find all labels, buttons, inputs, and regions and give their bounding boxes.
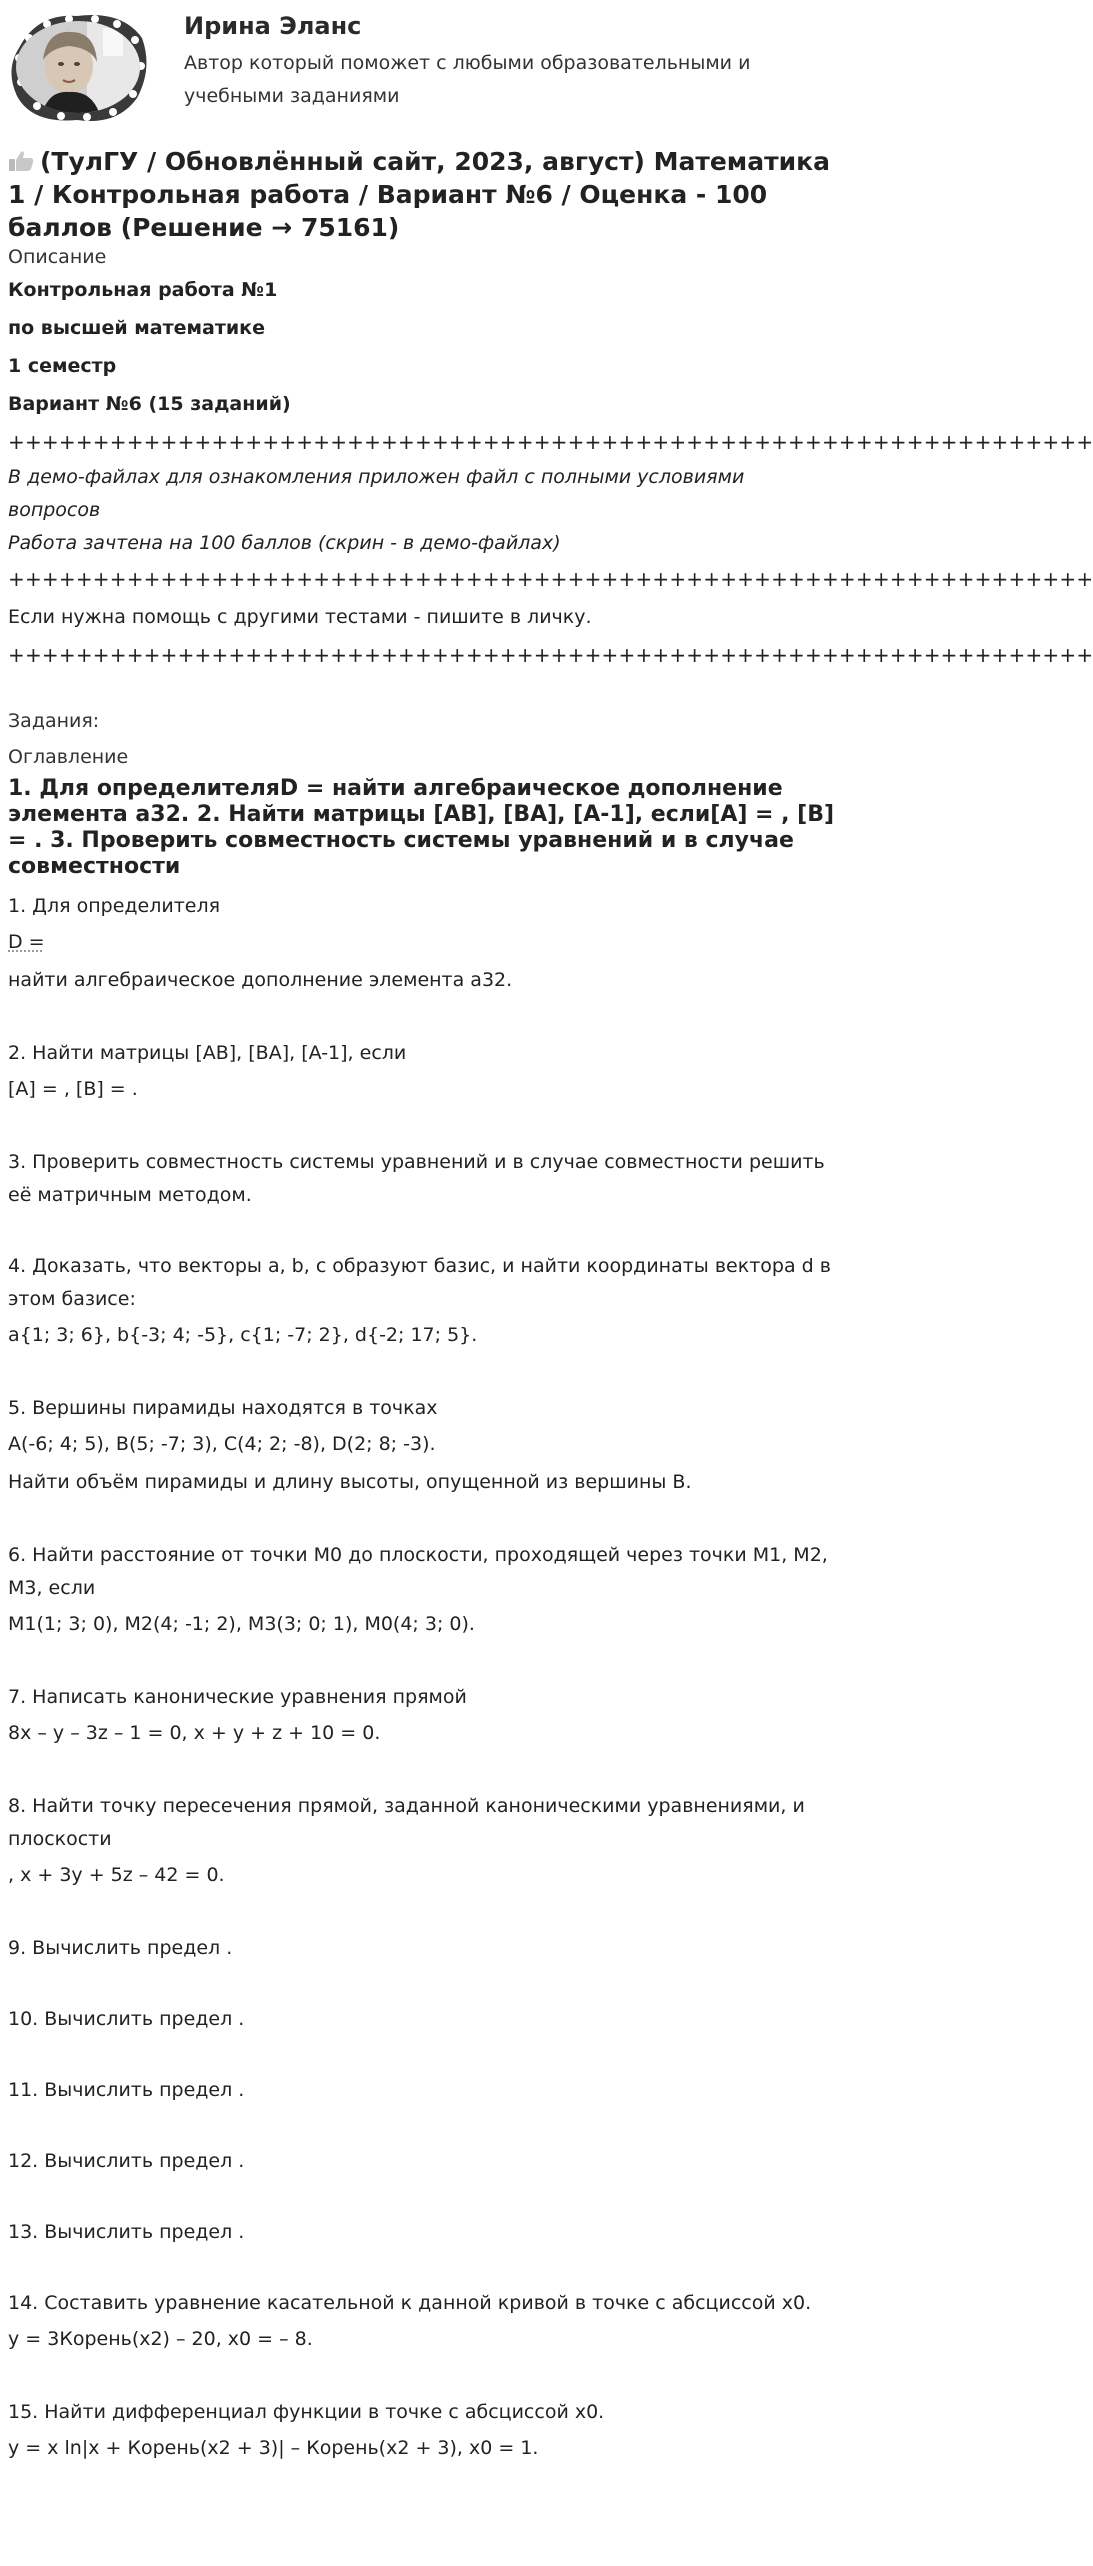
description-line: Контрольная работа №1: [8, 279, 278, 301]
task-line: 1. Для определителя: [8, 895, 221, 917]
task-3: [8, 1146, 840, 1212]
task-line: 5. Вершины пирамиды находятся в точках: [8, 1397, 438, 1419]
task-line: 8x – y – 3z – 1 = 0, x + y + z + 10 = 0.: [8, 1722, 381, 1744]
task-line: 8. Найти точку пересечения прямой, заданной каноническими уравнениями, и плоскости: [8, 1795, 805, 1850]
work-title: [8, 145, 840, 244]
task-line: a{1; 3; 6}, b{-3; 4; -5}, c{1; -7; 2}, d{-2; 17; 5}.: [8, 1324, 478, 1346]
description-line: 1 семестр: [8, 355, 117, 377]
toc-label: Оглавление: [8, 746, 129, 768]
work-title-text: (ТулГУ / Обновлённый сайт, 2023, август) Математика 1 / Контрольная работа / Вариант №6 / Оценка - 100 баллов (Решение → 75161): [8, 147, 830, 242]
task-line: D =: [8, 931, 45, 953]
author-name[interactable]: Ирина Эланс: [184, 12, 362, 40]
description-label: Описание: [8, 246, 107, 268]
task-line: 15. Найти дифференциал функции в точке с абсциссой x0.: [8, 2401, 605, 2423]
task-line: 7. Написать канонические уравнения прямой: [8, 1686, 467, 1708]
user-photo-icon[interactable]: [7, 8, 149, 126]
toc-heading: 1. Для определителяD = найти алгебраическое дополнение элемента a32. 2. Найти матрицы [AB], [BA], [A-1], если[A] = , [B] = . 3. Проверить совместность системы уравнений и в случае совместности: [8, 776, 835, 879]
task-line: M1(1; 3; 0), M2(4; -1; 2), M3(3; 0; 1), M0(4; 3; 0).: [8, 1613, 475, 1635]
task-13: [8, 2216, 840, 2249]
task-9: [8, 1932, 840, 1965]
contact-note: Если нужна помощь с другими тестами - пишите в личку.: [8, 606, 592, 628]
task-10: [8, 2003, 840, 2036]
task-15: [8, 2396, 840, 2467]
task-1: [8, 890, 840, 999]
score-note: Работа зачтена на 100 баллов (скрин - в демо-файлах): [8, 532, 561, 554]
task-14: [8, 2287, 840, 2358]
task-line: 13. Вычислить предел .: [8, 2221, 245, 2243]
task-line: [A] = , [B] = .: [8, 1078, 138, 1100]
task-line: 3. Проверить совместность системы уравнений и в случае совместности решить её матричным методом.: [8, 1151, 825, 1206]
task-7: [8, 1681, 840, 1752]
task-line: Найти объём пирамиды и длину высоты, опущенной из вершины B.: [8, 1471, 692, 1493]
author-bio: Автор который поможет с любыми образовательными и учебными заданиями: [184, 52, 751, 107]
task-line: A(-6; 4; 5), B(5; -7; 3), C(4; 2; -8), D(2; 8; -3).: [8, 1433, 436, 1455]
author-card: [0, 0, 847, 140]
task-line: 12. Вычислить предел .: [8, 2150, 245, 2172]
task-line: 2. Найти матрицы [AB], [BA], [A-1], если: [8, 1042, 407, 1064]
demo-note: В демо-файлах для ознакомления приложен файл с полными условиями вопросов: [8, 466, 745, 521]
task-line: , x + 3y + 5z – 42 = 0.: [8, 1864, 225, 1886]
thumbs-up-icon[interactable]: [8, 150, 34, 172]
task-line: y = x ln|x + Корень(x2 + 3)| – Корень(x2 + 3), x0 = 1.: [8, 2437, 539, 2459]
tasks-label: Задания:: [8, 710, 100, 732]
task-line: 14. Составить уравнение касательной к данной кривой в точке с абсциссой x0.: [8, 2292, 812, 2314]
task-8: [8, 1790, 840, 1894]
task-line: 10. Вычислить предел .: [8, 2008, 245, 2030]
separator: ++++++++++++++++++++++++++++++++++++++++++++++++++++++++++++++++: [8, 567, 1093, 591]
task-line: 9. Вычислить предел .: [8, 1937, 233, 1959]
task-4: [8, 1250, 840, 1354]
separator: ++++++++++++++++++++++++++++++++++++++++++++++++++++++++++++++++: [8, 643, 1093, 667]
task-5: [8, 1392, 840, 1501]
description-line: Вариант №6 (15 заданий): [8, 393, 291, 415]
task-line: 6. Найти расстояние от точки M0 до плоскости, проходящей через точки M1, M2, M3, если: [8, 1544, 828, 1599]
task-12: [8, 2145, 840, 2178]
separator: ++++++++++++++++++++++++++++++++++++++++++++++++++++++++++++++++: [8, 430, 1093, 454]
task-2: [8, 1037, 840, 1108]
task-6: [8, 1539, 840, 1643]
task-line: найти алгебраическое дополнение элемента a32.: [8, 969, 513, 991]
task-line: y = 3Корень(x2) – 20, x0 = – 8.: [8, 2328, 313, 2350]
task-11: [8, 2074, 840, 2107]
task-line: 11. Вычислить предел .: [8, 2079, 245, 2101]
description-line: по высшей математике: [8, 317, 265, 339]
task-line: 4. Доказать, что векторы a, b, c образуют базис, и найти координаты вектора d в этом базисе:: [8, 1255, 831, 1310]
work-content: [8, 145, 1093, 2467]
